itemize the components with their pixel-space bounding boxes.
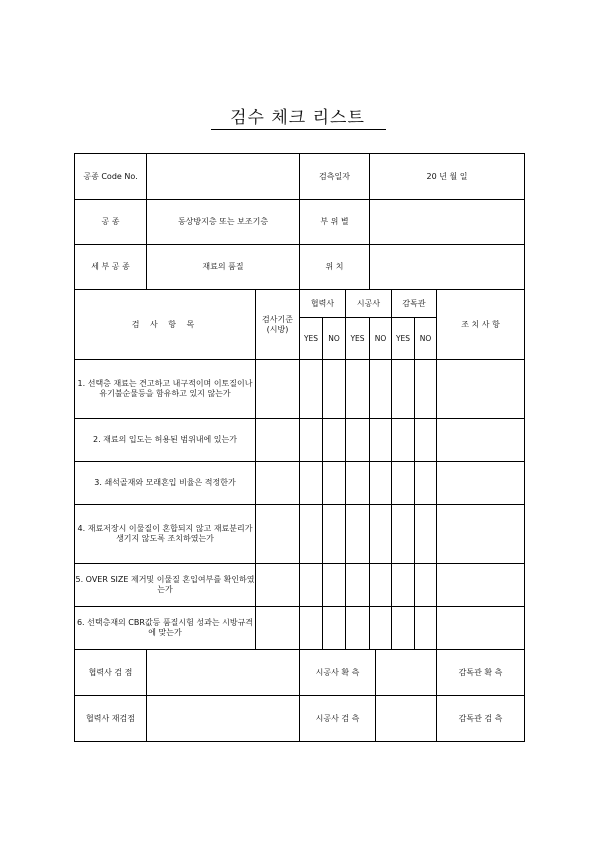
supervisor-yes-cell[interactable] (392, 564, 415, 607)
partner-yes-cell[interactable] (300, 360, 323, 419)
contractor-column-header: 시공사 (346, 290, 392, 318)
contractor-yes-cell[interactable] (346, 607, 370, 650)
partner-no-cell[interactable] (323, 462, 346, 505)
action-cell[interactable] (437, 564, 525, 607)
partner-yes-cell[interactable] (300, 505, 323, 564)
partner-recheck-label: 협력사 재검점 (75, 696, 147, 742)
partner-yes-cell[interactable] (300, 607, 323, 650)
contractor-sign-group (300, 650, 437, 696)
contractor-yes-cell[interactable] (346, 564, 370, 607)
partner-yes-header: YES (300, 318, 323, 360)
date-value[interactable]: 20 년 월 일 (370, 154, 525, 200)
partner-confirm-sign[interactable] (147, 650, 300, 696)
header-row-code (75, 154, 525, 200)
contractor-check-group (300, 696, 437, 742)
supervisor-yes-cell[interactable] (392, 462, 415, 505)
partner-yes-cell[interactable] (300, 419, 323, 462)
partner-no-cell[interactable] (323, 564, 346, 607)
checklist-item-text: 6. 선택층재의 CBR값등 품질시험 성과는 시방규격에 맞는가 (75, 607, 256, 650)
checklist-table (74, 153, 525, 742)
location-label: 위 치 (300, 245, 370, 290)
contractor-yes-header: YES (346, 318, 370, 360)
checklist-row (75, 360, 525, 419)
action-column-header: 조 치 사 항 (437, 290, 525, 360)
supervisor-no-cell[interactable] (415, 564, 437, 607)
checklist-row (75, 462, 525, 505)
action-cell[interactable] (437, 419, 525, 462)
contractor-no-cell[interactable] (370, 419, 392, 462)
action-cell[interactable] (437, 607, 525, 650)
criteria-cell[interactable] (256, 505, 300, 564)
criteria-label: 검사기준 (262, 314, 293, 324)
code-label: 공종 Code No. (75, 154, 147, 200)
column-header-row (75, 290, 525, 318)
supervisor-no-header: NO (415, 318, 437, 360)
contractor-confirm-sign[interactable] (376, 650, 436, 695)
criteria-cell[interactable] (256, 419, 300, 462)
partner-no-cell[interactable] (323, 360, 346, 419)
part-value[interactable] (370, 200, 525, 245)
checklist-item-text: 2. 재료의 입도는 허용된 범위내에 있는가 (75, 419, 256, 462)
supervisor-yes-cell[interactable] (392, 360, 415, 419)
supervisor-check-label: 감독관 검 측 (458, 713, 503, 723)
supervisor-column-header: 감독관 (392, 290, 437, 318)
action-cell[interactable] (437, 462, 525, 505)
contractor-no-cell[interactable] (370, 505, 392, 564)
partner-confirm-label: 협력사 검 점 (75, 650, 147, 696)
supervisor-no-cell[interactable] (415, 419, 437, 462)
action-cell[interactable] (437, 360, 525, 419)
supervisor-yes-cell[interactable] (392, 419, 415, 462)
page-title: 검수 체크 리스트 (230, 108, 365, 128)
criteria-cell[interactable] (256, 360, 300, 419)
item-column-header: 검 사 항 목 (75, 290, 256, 360)
criteria-column-header (256, 290, 300, 360)
supervisor-check-group (437, 696, 525, 742)
criteria-cell[interactable] (256, 462, 300, 505)
contractor-no-header: NO (370, 318, 392, 360)
supervisor-yes-cell[interactable] (392, 607, 415, 650)
contractor-yes-cell[interactable] (346, 462, 370, 505)
code-value[interactable] (147, 154, 300, 200)
partner-recheck-sign[interactable] (147, 696, 300, 742)
partner-no-cell[interactable] (323, 505, 346, 564)
checklist-row (75, 419, 525, 462)
supervisor-sign-group (437, 650, 525, 696)
contractor-check-label: 시공사 검 측 (300, 696, 376, 741)
supervisor-no-cell[interactable] (415, 462, 437, 505)
supervisor-no-cell[interactable] (415, 505, 437, 564)
location-value[interactable] (370, 245, 525, 290)
work-type-label: 공 종 (75, 200, 147, 245)
supervisor-yes-header: YES (392, 318, 415, 360)
checklist-item-text: 5. OVER SIZE 제거및 이물질 혼입여부를 확인하였는가 (75, 564, 256, 607)
contractor-no-cell[interactable] (370, 462, 392, 505)
criteria-sublabel: (시방) (266, 324, 289, 334)
sub-work-label: 세 부 공 종 (75, 245, 147, 290)
header-row-sub-work (75, 245, 525, 290)
partner-no-cell[interactable] (323, 607, 346, 650)
checklist-row (75, 505, 525, 564)
partner-no-cell[interactable] (323, 419, 346, 462)
sub-work-value: 재료의 품질 (147, 245, 300, 290)
checklist-row (75, 607, 525, 650)
partner-column-header: 협력사 (300, 290, 346, 318)
contractor-confirm-label: 시공사 확 측 (300, 650, 376, 695)
supervisor-yes-cell[interactable] (392, 505, 415, 564)
contractor-yes-cell[interactable] (346, 505, 370, 564)
part-label: 부 위 별 (300, 200, 370, 245)
supervisor-confirm-label: 감독관 확 측 (458, 667, 503, 677)
contractor-check-sign[interactable] (376, 696, 436, 741)
checklist-item-text: 1. 선택층 재료는 견고하고 내구적이며 이토질이나 유기불순물등을 함유하고 있지 않는가 (75, 360, 256, 419)
header-row-work-type (75, 200, 525, 245)
contractor-no-cell[interactable] (370, 360, 392, 419)
checklist-row (75, 564, 525, 607)
supervisor-no-cell[interactable] (415, 607, 437, 650)
action-cell[interactable] (437, 505, 525, 564)
date-label: 검측일자 (300, 154, 370, 200)
contractor-no-cell[interactable] (370, 607, 392, 650)
contractor-yes-cell[interactable] (346, 360, 370, 419)
contractor-yes-cell[interactable] (346, 419, 370, 462)
criteria-cell[interactable] (256, 564, 300, 607)
contractor-no-cell[interactable] (370, 564, 392, 607)
checklist-item-text: 3. 쇄석골재와 모래혼입 비율은 적정한가 (75, 462, 256, 505)
partner-no-header: NO (323, 318, 346, 360)
title-underline (211, 129, 386, 130)
partner-yes-cell[interactable] (300, 462, 323, 505)
supervisor-no-cell[interactable] (415, 360, 437, 419)
work-type-value: 동상방지층 또는 보조기층 (147, 200, 300, 245)
partner-yes-cell[interactable] (300, 564, 323, 607)
checklist-item-text: 4. 재료저장시 이물질이 혼합되지 않고 재료분리가 생기지 않도록 조치하였는가 (75, 505, 256, 564)
criteria-cell[interactable] (256, 607, 300, 650)
signature-row (75, 650, 525, 696)
signature-row (75, 696, 525, 742)
